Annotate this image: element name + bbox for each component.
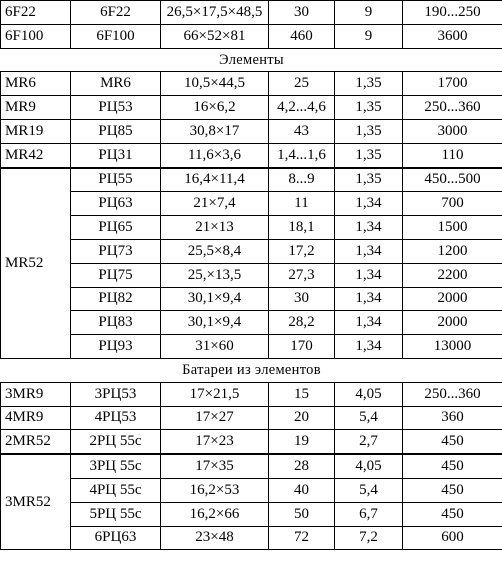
weight-cell: 72 <box>269 526 335 550</box>
capacity-cell: 360 <box>403 406 502 430</box>
table-row <box>1 143 502 167</box>
size-cell: 21×13 <box>161 216 269 240</box>
model-cell: РЦ63 <box>71 192 161 216</box>
type-cell: 4MR9 <box>1 406 71 430</box>
weight-cell: 30 <box>269 287 335 311</box>
table-row <box>1 24 502 48</box>
section-row <box>1 358 502 382</box>
voltage-cell: 1,34 <box>335 311 403 335</box>
size-cell: 11,6×3,6 <box>161 143 269 167</box>
size-cell: 10,5×44,5 <box>161 72 269 96</box>
table-row <box>1 430 502 454</box>
section-title-batteries: Батареи из элементов <box>1 358 502 382</box>
voltage-cell: 9 <box>335 1 403 25</box>
size-cell: 17×27 <box>161 406 269 430</box>
size-cell: 31×60 <box>161 335 269 359</box>
model-cell: РЦ93 <box>71 335 161 359</box>
voltage-cell: 7,2 <box>335 526 403 550</box>
voltage-cell: 4,05 <box>335 454 403 478</box>
model-cell: РЦ53 <box>71 96 161 120</box>
table-row <box>1 1 502 25</box>
voltage-cell: 1,35 <box>335 143 403 167</box>
weight-cell: 28 <box>269 454 335 478</box>
weight-cell: 20 <box>269 406 335 430</box>
table-row <box>1 311 502 335</box>
size-cell: 21×7,4 <box>161 192 269 216</box>
size-cell: 30,1×9,4 <box>161 287 269 311</box>
model-cell: 6F100 <box>71 24 161 48</box>
capacity-cell: 250...360 <box>403 96 502 120</box>
weight-cell: 460 <box>269 24 335 48</box>
model-cell: РЦ82 <box>71 287 161 311</box>
capacity-cell: 450 <box>403 478 502 502</box>
size-cell: 66×52×81 <box>161 24 269 48</box>
weight-cell: 30 <box>269 1 335 25</box>
weight-cell: 40 <box>269 478 335 502</box>
capacity-cell: 700 <box>403 192 502 216</box>
weight-cell: 27,3 <box>269 263 335 287</box>
voltage-cell: 5,4 <box>335 406 403 430</box>
model-cell: РЦ75 <box>71 263 161 287</box>
weight-cell: 11 <box>269 192 335 216</box>
type-cell: MR9 <box>1 96 71 120</box>
voltage-cell: 1,35 <box>335 168 403 192</box>
size-cell: 23×48 <box>161 526 269 550</box>
weight-cell: 18,1 <box>269 216 335 240</box>
table-row <box>1 72 502 96</box>
model-cell: 5РЦ 55с <box>71 502 161 526</box>
table-row <box>1 502 502 526</box>
weight-cell: 17,2 <box>269 239 335 263</box>
capacity-cell: 110 <box>403 143 502 167</box>
size-cell: 26,5×17,5×48,5 <box>161 1 269 25</box>
size-cell: 25,5×8,4 <box>161 239 269 263</box>
type-cell-merged: 3MR52 <box>1 454 71 550</box>
size-cell: 16,2×53 <box>161 478 269 502</box>
model-cell: РЦ31 <box>71 143 161 167</box>
voltage-cell: 2,7 <box>335 430 403 454</box>
table-row <box>1 478 502 502</box>
voltage-cell: 1,34 <box>335 239 403 263</box>
table-row <box>1 382 502 406</box>
weight-cell: 15 <box>269 382 335 406</box>
weight-cell: 4,2...4,6 <box>269 96 335 120</box>
capacity-cell: 1500 <box>403 216 502 240</box>
capacity-cell: 2200 <box>403 263 502 287</box>
weight-cell: 170 <box>269 335 335 359</box>
capacity-cell: 1700 <box>403 72 502 96</box>
capacity-cell: 250...360 <box>403 382 502 406</box>
model-cell: 4РЦ 55с <box>71 478 161 502</box>
weight-cell: 43 <box>269 119 335 143</box>
table-row <box>1 239 502 263</box>
voltage-cell: 5,4 <box>335 478 403 502</box>
voltage-cell: 1,34 <box>335 335 403 359</box>
voltage-cell: 9 <box>335 24 403 48</box>
size-cell: 16,2×66 <box>161 502 269 526</box>
model-cell: 2РЦ 55с <box>71 430 161 454</box>
model-cell: 6F22 <box>71 1 161 25</box>
model-cell: 4РЦ53 <box>71 406 161 430</box>
type-cell-merged: MR52 <box>1 168 71 359</box>
size-cell: 17×35 <box>161 454 269 478</box>
size-cell: 25,×13,5 <box>161 263 269 287</box>
type-cell: 2MR52 <box>1 430 71 454</box>
size-cell: 30,8×17 <box>161 119 269 143</box>
table-row <box>1 335 502 359</box>
model-cell: 6РЦ63 <box>71 526 161 550</box>
capacity-cell: 600 <box>403 526 502 550</box>
voltage-cell: 1,34 <box>335 263 403 287</box>
capacity-cell: 450 <box>403 502 502 526</box>
section-title-elements: Элементы <box>1 48 502 72</box>
table-row <box>1 454 502 478</box>
capacity-cell: 450...500 <box>403 168 502 192</box>
weight-cell: 8...9 <box>269 168 335 192</box>
model-cell: РЦ85 <box>71 119 161 143</box>
model-cell: РЦ83 <box>71 311 161 335</box>
type-cell: MR6 <box>1 72 71 96</box>
voltage-cell: 1,34 <box>335 287 403 311</box>
model-cell: 3РЦ 55с <box>71 454 161 478</box>
voltage-cell: 1,35 <box>335 72 403 96</box>
type-cell: 6F22 <box>1 1 71 25</box>
type-cell: 3MR9 <box>1 382 71 406</box>
weight-cell: 28,2 <box>269 311 335 335</box>
voltage-cell: 1,34 <box>335 192 403 216</box>
table-row <box>1 192 502 216</box>
size-cell: 16,4×11,4 <box>161 168 269 192</box>
capacity-cell: 2000 <box>403 287 502 311</box>
capacity-cell: 190...250 <box>403 1 502 25</box>
model-cell: 3РЦ53 <box>71 382 161 406</box>
capacity-cell: 3600 <box>403 24 502 48</box>
capacity-cell: 3000 <box>403 119 502 143</box>
type-cell: 6F100 <box>1 24 71 48</box>
section-row <box>1 48 502 72</box>
capacity-cell: 13000 <box>403 335 502 359</box>
table-row <box>1 526 502 550</box>
capacity-cell: 1200 <box>403 239 502 263</box>
size-cell: 17×21,5 <box>161 382 269 406</box>
size-cell: 17×23 <box>161 430 269 454</box>
voltage-cell: 6,7 <box>335 502 403 526</box>
model-cell: MR6 <box>71 72 161 96</box>
weight-cell: 50 <box>269 502 335 526</box>
capacity-cell: 2000 <box>403 311 502 335</box>
capacity-cell: 450 <box>403 430 502 454</box>
table-row <box>1 263 502 287</box>
table-row <box>1 168 502 192</box>
voltage-cell: 1,34 <box>335 216 403 240</box>
model-cell: РЦ65 <box>71 216 161 240</box>
type-cell: MR19 <box>1 119 71 143</box>
table-row <box>1 406 502 430</box>
voltage-cell: 1,35 <box>335 96 403 120</box>
table-row <box>1 216 502 240</box>
voltage-cell: 1,35 <box>335 119 403 143</box>
type-cell: MR42 <box>1 143 71 167</box>
weight-cell: 1,4...1,6 <box>269 143 335 167</box>
voltage-cell: 4,05 <box>335 382 403 406</box>
model-cell: РЦ55 <box>71 168 161 192</box>
size-cell: 16×6,2 <box>161 96 269 120</box>
model-cell: РЦ73 <box>71 239 161 263</box>
size-cell: 30,1×9,4 <box>161 311 269 335</box>
weight-cell: 25 <box>269 72 335 96</box>
weight-cell: 19 <box>269 430 335 454</box>
table-row <box>1 287 502 311</box>
table-row <box>1 96 502 120</box>
capacity-cell: 450 <box>403 454 502 478</box>
table-row <box>1 119 502 143</box>
